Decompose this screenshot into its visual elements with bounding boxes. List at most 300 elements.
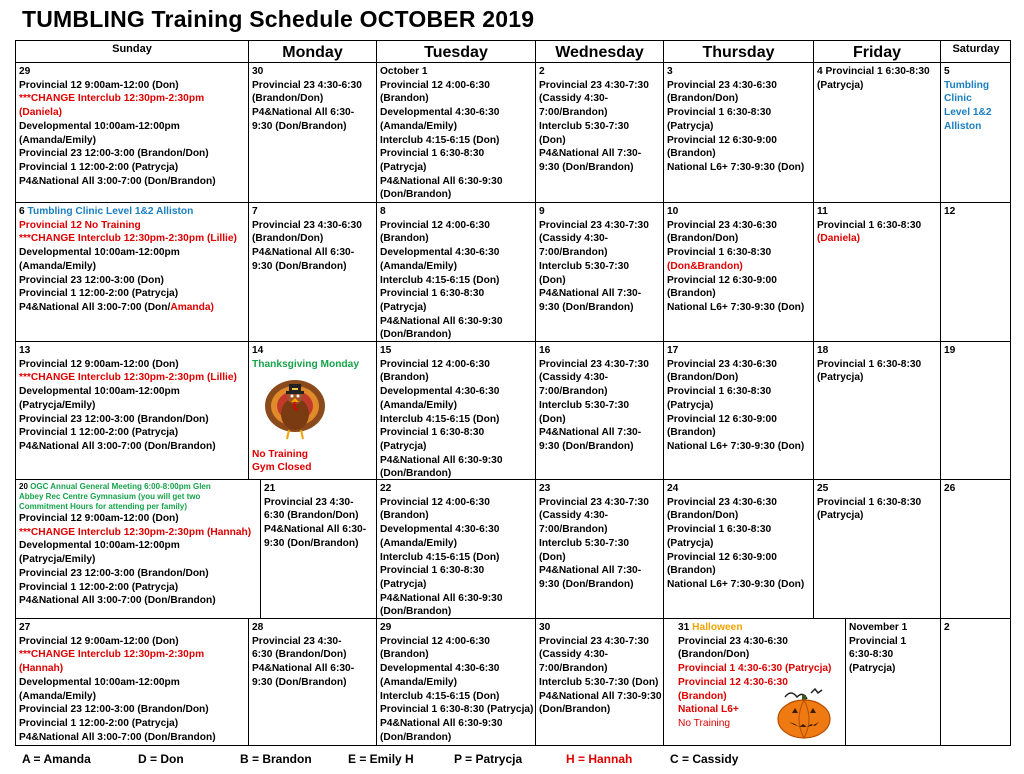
schedule-line [678, 635, 842, 649]
schedule-line [678, 621, 842, 635]
schedule-text: 6:30-8:30 [849, 649, 894, 661]
schedule-text: Developmental 4:30-6:30 [380, 663, 500, 675]
schedule-text: (Patrycja/Emily) [19, 399, 96, 411]
schedule-line [252, 358, 373, 372]
schedule-line [19, 512, 257, 526]
day-cell-oct-14 [249, 342, 377, 480]
schedule-text: Provincial 12 4:00-6:30 [380, 635, 490, 647]
schedule-line [380, 496, 532, 510]
schedule-line [817, 509, 937, 523]
schedule-line [944, 106, 1008, 120]
schedule-highlight: Amanda) [170, 301, 214, 313]
schedule-text: 30 [539, 622, 551, 633]
schedule-line [252, 344, 373, 358]
schedule-text: Provincial 23 4:30-6:30 [252, 219, 362, 231]
schedule-text: P4&National All 7:30- [539, 288, 642, 300]
day-cell-oct-7 [249, 203, 377, 342]
schedule-line [252, 219, 373, 233]
schedule-line [264, 537, 373, 551]
schedule-line [252, 65, 373, 79]
schedule-text: ***CHANGE Interclub 12:30pm-2:30pm [19, 93, 205, 105]
schedule-text: Provincial 1 6:30-8:30 [380, 565, 485, 577]
schedule-text: (Cassidy 4:30- [539, 510, 609, 522]
schedule-text: 29 [380, 622, 392, 633]
schedule-line [667, 358, 810, 372]
schedule-text: Interclub 5:30-7:30 [539, 260, 630, 272]
schedule-line [944, 205, 1008, 219]
day-cell-oct-13 [16, 342, 249, 480]
schedule-text: (Brandon) [667, 565, 716, 577]
schedule-line [252, 79, 373, 93]
schedule-line [817, 496, 937, 510]
schedule-line [252, 232, 373, 246]
header-wednesday: Wednesday [536, 41, 664, 63]
schedule-text: (Patrycja) [849, 663, 896, 675]
schedule-line [380, 175, 532, 189]
schedule-text: Thanksgiving Monday [252, 358, 359, 370]
schedule-text: ***CHANGE Interclub 12:30pm-2:30pm [19, 649, 205, 661]
schedule-line [817, 79, 937, 93]
schedule-line [380, 426, 532, 440]
schedule-text: (Amanda/Emily) [380, 399, 457, 411]
schedule-text: Provincial 12 4:00-6:30 [380, 496, 490, 508]
schedule-text: 14 [252, 345, 264, 356]
schedule-text: 2 [944, 622, 950, 633]
schedule-line [380, 120, 532, 134]
schedule-text: P4&National All 6:30-9:30 [380, 717, 503, 729]
schedule-text: P4&National All 3:00-7:00 (Don/ [19, 301, 171, 313]
schedule-line [19, 440, 245, 454]
schedule-text: 30 [252, 66, 264, 77]
schedule-line [252, 461, 311, 475]
schedule-line [19, 502, 257, 512]
schedule-text: Provincial 23 12:00-3:00 (Brandon/Don) [19, 148, 209, 160]
schedule-text: 16 [539, 345, 551, 356]
schedule-text: (Cassidy 4:30- [539, 233, 609, 245]
schedule-text: Provincial 1 12:00-2:00 (Patrycja) [19, 161, 179, 173]
schedule-text: Provincial 1 12:00-2:00 (Patrycja) [19, 427, 179, 439]
schedule-text: (Brandon/Don) [252, 233, 324, 245]
schedule-line [264, 482, 373, 496]
schedule-text: 13 [19, 345, 31, 356]
schedule-line [667, 120, 810, 134]
legend-don: D = Don [138, 752, 184, 766]
schedule-text: Developmental 10:00am-12:00pm [19, 676, 180, 688]
schedule-text: P4&National All 6:30-9:30 [380, 454, 503, 466]
schedule-line [19, 92, 245, 106]
schedule-text: 6:30 (Brandon/Don) [252, 649, 347, 661]
schedule-line [252, 635, 373, 649]
schedule-line [539, 703, 660, 717]
legend-brandon: B = Brandon [240, 752, 312, 766]
schedule-text: (Brandon/Don) [667, 93, 739, 105]
schedule-line [539, 260, 660, 274]
schedule-line [380, 358, 532, 372]
schedule-line [849, 648, 937, 662]
schedule-line [380, 523, 532, 537]
schedule-text: 6:30 (Brandon/Don) [264, 510, 359, 522]
schedule-line [817, 205, 937, 219]
schedule-text: (Patrycja) [667, 399, 714, 411]
schedule-text: P4&National All 3:00-7:00 (Don/Brandon) [19, 595, 216, 607]
schedule-line [539, 440, 660, 454]
schedule-text: (Patrycja/Emily) [19, 554, 96, 566]
schedule-text: (Don/Brandon) [380, 731, 452, 743]
schedule-text: 22 [380, 483, 392, 494]
schedule-line [380, 467, 532, 480]
day-cell-sep-30 [249, 63, 377, 203]
schedule-text: P4&National All 3:00-7:00 (Don/Brandon) [19, 731, 216, 743]
schedule-line [667, 399, 810, 413]
schedule-text: (Brandon) [380, 510, 429, 522]
schedule-line [19, 175, 245, 189]
schedule-text: 7 [252, 206, 258, 217]
day-cell-oct-21 [261, 480, 377, 619]
turkey-icon [261, 376, 329, 442]
day-cell-oct-18 [814, 342, 941, 480]
schedule-text: National L6+ 7:30-9:30 (Don) [667, 578, 805, 590]
schedule-text: (Patrycja) [667, 120, 714, 132]
day-cell-oct-6 [16, 203, 249, 342]
schedule-text: November 1 [849, 622, 908, 633]
schedule-line [667, 385, 810, 399]
schedule-line [539, 287, 660, 301]
schedule-line [539, 147, 660, 161]
schedule-text: 24 [667, 483, 679, 494]
schedule-line [380, 147, 532, 161]
schedule-line [19, 246, 245, 260]
schedule-line [539, 662, 660, 676]
schedule-text: (Brandon/Don) [667, 372, 739, 384]
schedule-text: Interclub 4:15-6:15 (Don) [380, 134, 500, 146]
schedule-text: Provincial 23 4:30-7:30 [539, 219, 649, 231]
day-cell-oct-25 [814, 480, 941, 619]
schedule-text: (Don) [539, 551, 566, 563]
schedule-text: (Amanda/Emily) [380, 120, 457, 132]
closure-note [252, 448, 311, 475]
schedule-text: (Amanda/Emily) [380, 260, 457, 272]
schedule-highlight: OGC Annual General Meeting 6:00-8:00pm Glen [30, 482, 211, 491]
schedule-line [252, 92, 373, 106]
schedule-line [19, 106, 245, 120]
schedule-line [539, 621, 660, 635]
day-cell-oct-1 [377, 63, 536, 203]
schedule-text: 7:00/Brandon) [539, 524, 608, 536]
schedule-text: Provincial 23 12:00-3:00 (Brandon/Don) [19, 413, 209, 425]
day-cell-oct-5 [941, 63, 1011, 203]
schedule-text: Provincial 12 6:30-9:00 [667, 551, 777, 563]
schedule-line [19, 413, 245, 427]
schedule-line [539, 134, 660, 148]
schedule-line [380, 161, 532, 175]
schedule-text: P4&National All 3:00-7:00 (Don/Brandon) [19, 175, 216, 187]
schedule-text: 12 [944, 206, 956, 217]
schedule-text: Gym Closed [252, 462, 312, 474]
schedule-line [19, 594, 257, 608]
schedule-line [19, 219, 245, 233]
schedule-line [667, 92, 810, 106]
schedule-line [19, 385, 245, 399]
schedule-line [19, 344, 245, 358]
schedule-line [667, 426, 810, 440]
schedule-line [19, 260, 245, 274]
schedule-text: Provincial 1 6:30-8:30 [667, 107, 772, 119]
schedule-line [19, 65, 245, 79]
schedule-line [539, 496, 660, 510]
schedule-text: (Patrycja) [380, 161, 427, 173]
schedule-line [539, 399, 660, 413]
schedule-text: Provincial 23 4:30- [264, 496, 354, 508]
schedule-text: Provincial 23 12:00-3:00 (Brandon/Don) [19, 704, 209, 716]
schedule-text: Developmental 10:00am-12:00pm [19, 386, 180, 398]
schedule-line [539, 301, 660, 315]
schedule-line [667, 260, 810, 274]
schedule-text: Provincial 1 6:30-8:30 [667, 524, 772, 536]
schedule-line [944, 621, 1008, 635]
schedule-line [539, 385, 660, 399]
schedule-text: 9 [539, 206, 545, 217]
schedule-line [19, 717, 245, 731]
schedule-text: Abbey Rec Centre Gymnasium [19, 492, 136, 501]
schedule-line [380, 385, 532, 399]
schedule-text: (Brandon/Don) [252, 93, 324, 105]
schedule-text: P4&National All 7:30- [539, 427, 642, 439]
day-cell-oct-15 [377, 342, 536, 480]
schedule-text: 2 [539, 66, 545, 77]
schedule-text: 20 [19, 482, 31, 491]
schedule-line [19, 690, 245, 704]
schedule-text: Provincial 1 6:30-8:30 [667, 247, 772, 259]
schedule-text: Provincial 23 4:30-7:30 [539, 635, 649, 647]
schedule-text: Provincial 12 4:00-6:30 [380, 79, 490, 91]
schedule-text: (Don/Brandon) [539, 704, 611, 716]
schedule-text: Level 1&2 [944, 107, 992, 119]
schedule-line [252, 662, 373, 676]
schedule-text: National L6+ 7:30-9:30 (Don) [667, 440, 805, 452]
schedule-line [817, 219, 937, 233]
day-cell-oct-8 [377, 203, 536, 342]
schedule-line [539, 635, 660, 649]
schedule-text: Provincial 1 6:30-8:30 [380, 288, 485, 300]
schedule-text: (Cassidy 4:30- [539, 93, 609, 105]
schedule-text: 8 [380, 206, 386, 217]
schedule-text: P4&National All 6:30-9:30 [380, 315, 503, 327]
schedule-text: Provincial 23 4:30-7:30 [539, 358, 649, 370]
schedule-text: (Brandon) [667, 427, 716, 439]
schedule-line [667, 219, 810, 233]
schedule-line [380, 605, 532, 619]
schedule-line [19, 287, 245, 301]
schedule-line [380, 134, 532, 148]
schedule-text: Provincial 12 6:30-9:00 [667, 134, 777, 146]
schedule-line [539, 537, 660, 551]
schedule-line [539, 509, 660, 523]
schedule-line [667, 161, 810, 175]
schedule-line [678, 648, 842, 662]
schedule-highlight: Tumbling Clinic Level 1&2 Alliston [27, 206, 194, 217]
schedule-line [667, 551, 810, 565]
schedule-text: Interclub 5:30-7:30 (Don) [539, 676, 659, 688]
schedule-text: Provincial 23 12:00-3:00 (Brandon/Don) [19, 567, 209, 579]
schedule-text: ***CHANGE Interclub 12:30pm-2:30pm (Hannah) [19, 526, 252, 538]
legend-cassidy: C = Cassidy [670, 752, 739, 766]
schedule-text: 9:30 (Don/Brandon) [252, 260, 347, 272]
schedule-text: Provincial 12 4:00-6:30 [380, 219, 490, 231]
schedule-highlight: Halloween [692, 622, 743, 633]
schedule-text: 4 Provincial 1 6:30-8:30 [817, 66, 930, 77]
schedule-text: (Brandon/Don) [678, 649, 750, 661]
schedule-line [252, 260, 373, 274]
schedule-line [678, 662, 842, 676]
schedule-text: P4&National All 7:30-9:30 [539, 690, 662, 702]
schedule-text: (Amanda/Emily) [380, 537, 457, 549]
schedule-line [380, 399, 532, 413]
legend-amanda: A = Amanda [22, 752, 91, 766]
schedule-line [252, 676, 373, 690]
schedule-text: Provincial 23 4:30-7:30 [539, 79, 649, 91]
schedule-line [380, 537, 532, 551]
schedule-line [380, 246, 532, 260]
schedule-text: (Don/Brandon) [380, 329, 452, 341]
schedule-line [539, 219, 660, 233]
schedule-line [667, 413, 810, 427]
schedule-text: Provincial 1 6:30-8:30 [817, 358, 922, 370]
schedule-text: 6 [19, 206, 28, 217]
schedule-line [264, 509, 373, 523]
schedule-text: Provincial 23 4:30-6:30 [678, 635, 788, 647]
schedule-text: 9:30 (Don/Brandon) [252, 120, 347, 132]
schedule-text: Commitment Hours for attending per family) [19, 502, 188, 511]
schedule-text: (Patrycja) [380, 440, 427, 452]
schedule-line [539, 92, 660, 106]
schedule-text: 7:00/Brandon) [539, 107, 608, 119]
schedule-line [380, 287, 532, 301]
schedule-line [19, 274, 245, 288]
header-sunday: Sunday [16, 41, 249, 63]
day-cell-oct-16 [536, 342, 664, 480]
schedule-line [380, 662, 532, 676]
day-cell-oct-22 [377, 480, 536, 619]
schedule-line [19, 426, 245, 440]
legend-hannah: H = Hannah [566, 752, 633, 766]
schedule-text: Provincial 12 No Training [19, 219, 141, 231]
schedule-text: 28 [252, 622, 264, 633]
schedule-line [539, 564, 660, 578]
schedule-text: (Don) [539, 413, 566, 425]
schedule-text: (Amanda/Emily) [19, 690, 96, 702]
schedule-text: Interclub 4:15-6:15 (Don) [380, 274, 500, 286]
schedule-text: P4&National All 7:30- [539, 148, 642, 160]
schedule-line [380, 106, 532, 120]
schedule-text: 9:30 (Don/Brandon) [252, 676, 347, 688]
schedule-text: Provincial 12 4:00-6:30 [380, 358, 490, 370]
day-cell-nov-2 [941, 619, 1011, 745]
schedule-text: Provincial 12 6:30-9:00 [667, 274, 777, 286]
schedule-line [667, 134, 810, 148]
header-saturday: Saturday [941, 41, 1011, 63]
schedule-line [817, 232, 937, 246]
schedule-line [667, 440, 810, 454]
schedule-text: Alliston [944, 120, 982, 132]
schedule-text: 11 [817, 206, 828, 217]
schedule-text: (Amanda/Emily) [19, 134, 96, 146]
schedule-line [667, 578, 810, 592]
schedule-line [539, 413, 660, 427]
schedule-line [944, 120, 1008, 134]
schedule-text: (Don) [539, 274, 566, 286]
schedule-text: Provincial 12 9:00am-12:00 (Don) [19, 358, 179, 370]
schedule-line [19, 120, 245, 134]
calendar-grid [15, 40, 1011, 746]
schedule-line [539, 205, 660, 219]
schedule-line [380, 344, 532, 358]
schedule-line [380, 79, 532, 93]
schedule-text: Developmental 10:00am-12:00pm [19, 120, 180, 132]
schedule-line [19, 581, 257, 595]
schedule-line [539, 106, 660, 120]
schedule-text: P4&National All 6:30- [252, 663, 355, 675]
schedule-text: ***CHANGE Interclub 12:30pm-2:30pm (Lillie) [19, 233, 237, 245]
day-cell-oct-4 [814, 63, 941, 203]
header-tuesday: Tuesday [377, 41, 536, 63]
schedule-line [380, 232, 532, 246]
schedule-line [539, 246, 660, 260]
schedule-text: National L6+ 7:30-9:30 (Don) [667, 161, 805, 173]
schedule-line [539, 426, 660, 440]
day-cell-oct-2 [536, 63, 664, 203]
schedule-text: (Don/Brandon) [380, 606, 452, 618]
schedule-text: (Brandon) [380, 649, 429, 661]
schedule-text: 9:30 (Don/Brandon) [264, 537, 359, 549]
schedule-line [252, 448, 311, 462]
schedule-text: (Amanda/Emily) [380, 676, 457, 688]
schedule-text: (Brandon) [667, 288, 716, 300]
schedule-line [380, 92, 532, 106]
pumpkin-icon [775, 687, 833, 739]
schedule-line [539, 161, 660, 175]
schedule-text: (Patrycja) [817, 510, 864, 522]
schedule-line [539, 648, 660, 662]
schedule-line [539, 371, 660, 385]
schedule-line [667, 344, 810, 358]
schedule-text: Developmental 10:00am-12:00pm [19, 540, 180, 552]
schedule-line [380, 592, 532, 606]
schedule-line [539, 79, 660, 93]
schedule-text: 9:30 (Don/Brandon) [539, 440, 634, 452]
day-cell-oct-29 [377, 619, 536, 745]
schedule-line [817, 344, 937, 358]
schedule-text: Developmental 4:30-6:30 [380, 107, 500, 119]
schedule-line [944, 79, 1008, 93]
schedule-line [667, 246, 810, 260]
schedule-line [667, 274, 810, 288]
schedule-line [380, 703, 532, 717]
schedule-text: Interclub 5:30-7:30 [539, 399, 630, 411]
schedule-line [667, 65, 810, 79]
schedule-text: 5 [944, 66, 950, 77]
schedule-line [667, 301, 810, 315]
schedule-text: 27 [19, 622, 31, 633]
day-cell-oct-19 [941, 342, 1011, 480]
schedule-line [380, 717, 532, 731]
schedule-text: 9:30 (Don/Brandon) [539, 161, 634, 173]
schedule-line [539, 690, 660, 704]
schedule-line [539, 120, 660, 134]
schedule-text: (Don&Brandon) [667, 260, 743, 272]
schedule-text: ***CHANGE Interclub 12:30pm-2:30pm (Lillie) [19, 372, 237, 384]
day-cell-oct-17 [664, 342, 814, 480]
schedule-line [380, 328, 532, 342]
